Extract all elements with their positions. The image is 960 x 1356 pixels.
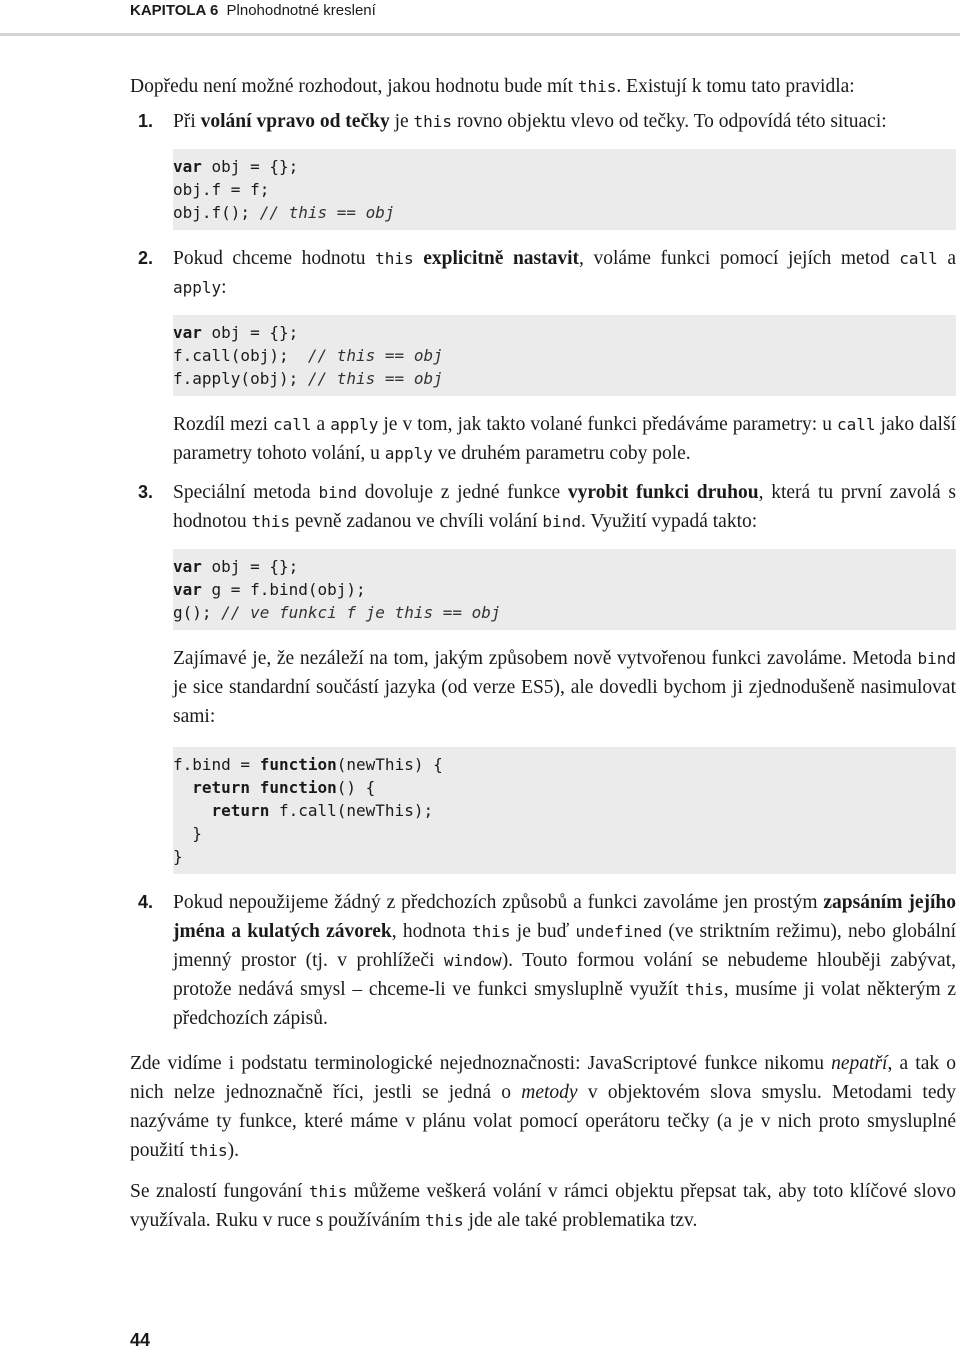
rule-item-1: 1. Při volání vpravo od tečky je this rovno objektu vlevo od tečky. To odpovídá této situaci: var obj = {}; obj.f = f; obj.f(); // this == obj: [130, 107, 956, 230]
code-block: var obj = {}; f.call(obj); // this == obj f.apply(obj); // this == obj: [173, 315, 956, 396]
rule-item-3: 3. Speciální metoda bind dovoluje z jedné funkce vyrobit funkci druhou, která tu první zavolá s hodnotou this pevně zadanou ve chvíli volání bind. Využití vypadá takto: var obj = {}; var g = f.bind(obj); g(); // ve funkci f je this == obj Zajímavé je, že nezáleží na tom, jakým způsobem nově vytvořenou funkci zavoláme. Metoda bind je sice standardní součástí jazyka (od verze ES5), ale dovedli bychom ji zjednodušeně nasimulovat sami: f.bind = function(newThis) { return function() { return f.call(newThis); } }: [130, 478, 956, 874]
item-number: 2.: [138, 248, 154, 268]
item-number: 3.: [138, 482, 154, 502]
item-number: 4.: [138, 892, 154, 912]
code-block: f.bind = function(newThis) { return function() { return f.call(newThis); } }: [173, 747, 956, 874]
rules-list: [130, 107, 956, 1033]
rule-item-2: 2. Pokud chceme hodnotu this explicitně nastavit, voláme funkci pomocí jejích metod call a apply: var obj = {}; f.call(obj); // this == obj f.apply(obj); // this == obj Rozdíl mezi call a apply je v tom, jak takto volané funkci předáváme parametry: u call jako další parametry tohoto volání, u apply ve druhém parametru coby pole.: [130, 244, 956, 468]
code-block: var obj = {}; var g = f.bind(obj); g(); // ve funkci f je this == obj: [173, 549, 956, 630]
bind-note: Zajímavé je, že nezáleží na tom, jakým způsobem nově vytvořenou funkci zavoláme. Metoda bind je sice standardní součástí jazyka (od verze ES5), ale dovedli bychom ji zjednodušeně nasimulovat sami:: [173, 648, 956, 727]
code-block: var obj = {}; obj.f = f; obj.f(); // this == obj: [173, 149, 956, 230]
rule-item-4: 4. Pokud nepoužijeme žádný z předchozích způsobů a funkci zavoláme jen prostým zapsáním jejího jména a kulatých závorek, hodnota this je buď undefined (ve striktním režimu), nebo globální jmenný prostor (tj. v prohlížeči window). Touto formou volání se nebudeme hlouběji zabývat, protože nedává smysl – chceme-li ve funkci smysluplně využít this, musíme ji volat některým z předchozích zápisů.: [130, 888, 956, 1033]
intro-paragraph: Dopředu není možné rozhodout, jakou hodnotu bude mít this. Existují k tomu tato pravidla:: [130, 76, 855, 97]
terminology-paragraph: Zde vidíme i podstatu terminologické nejednoznačnosti: JavaScriptové funkce nikomu nepatří, a tak o nich nelze jednoznačně říci, jestli se jedná o metody v objektovém slova smyslu. Metodami tedy nazýváme ty funkce, které máme v plánu volat pomocí operátoru tečky (a je v nich proto smysluplné použití this).: [130, 1053, 957, 1161]
closing-paragraph: Se znalostí fungování this můžeme veškerá volání v rámci objektu přepsat tak, aby toto klíčové slovo využívala. Ruku v ruce s používáním this jde ale také problematika tzv.: [130, 1181, 956, 1231]
running-header: [130, 0, 960, 30]
chapter-title: Plnohodnotné kreslení: [226, 2, 376, 19]
chapter-label: KAPITOLA 6: [130, 2, 219, 19]
item-number: 1.: [138, 111, 154, 131]
call-apply-note: Rozdíl mezi call a apply je v tom, jak takto volané funkci předáváme parametry: u call jako další parametry tohoto volání, u apply ve druhém parametru coby pole.: [173, 414, 956, 464]
header-rule: [0, 33, 960, 36]
page-content: [130, 72, 956, 1235]
page-number: 44: [130, 1330, 151, 1350]
